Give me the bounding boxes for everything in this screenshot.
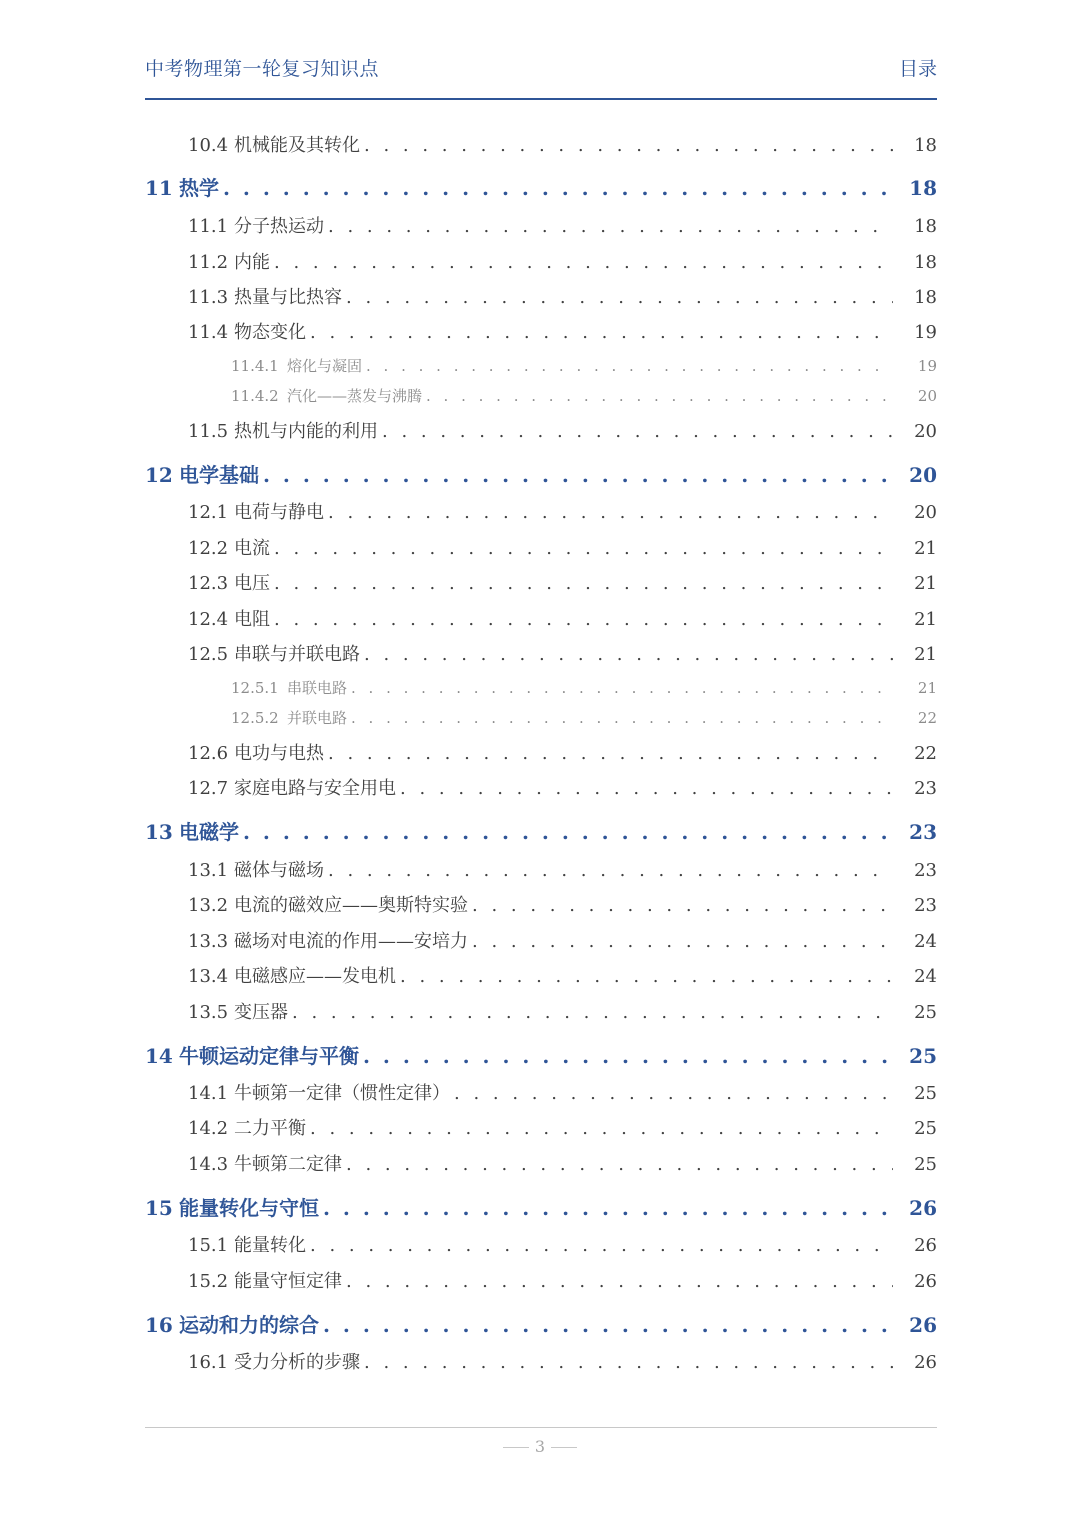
toc-entry[interactable] xyxy=(188,212,937,238)
toc-entry-page: 25 xyxy=(914,1002,937,1023)
toc-entry-page: 26 xyxy=(914,1352,937,1373)
toc-entry-number: 13.2 xyxy=(188,895,229,916)
toc-entry-title: 牛顿运动定律与平衡 xyxy=(179,1044,359,1068)
toc-dot-leader xyxy=(328,216,893,237)
toc-entry-number: 15.2 xyxy=(188,1271,229,1292)
toc-entry[interactable] xyxy=(145,172,937,201)
toc-entry[interactable] xyxy=(188,1231,937,1257)
toc-entry-page: 18 xyxy=(914,216,937,237)
toc-entry-title: 热机与内能的利用 xyxy=(234,421,378,442)
toc-dot-leader xyxy=(323,1313,893,1337)
toc-entry-title: 受力分析的步骤 xyxy=(234,1352,360,1373)
toc-entry-page: 22 xyxy=(914,743,937,764)
toc-entry-number: 12 xyxy=(145,463,173,487)
page-header xyxy=(145,50,937,100)
toc-entry[interactable] xyxy=(188,774,937,800)
toc-entry-page: 26 xyxy=(909,1196,937,1220)
toc-entry-page: 20 xyxy=(914,502,937,523)
toc-entry-number: 16 xyxy=(145,1313,173,1337)
toc-entry-number: 13 xyxy=(145,820,173,844)
toc-entry-page: 21 xyxy=(914,538,937,559)
toc-dot-leader xyxy=(310,1118,893,1139)
toc-entry[interactable] xyxy=(188,1150,937,1176)
toc-entry[interactable] xyxy=(188,891,937,917)
toc-entry-page: 26 xyxy=(914,1235,937,1256)
toc-dot-leader xyxy=(223,176,893,200)
toc-entry-page: 24 xyxy=(914,931,937,952)
toc-entry-number: 16.1 xyxy=(188,1352,229,1373)
toc-entry-page: 26 xyxy=(909,1313,937,1337)
toc-entry-title: 牛顿第一定律（惯性定律） xyxy=(234,1083,450,1104)
toc-entry-title: 电压 xyxy=(234,573,270,594)
toc-entry-page: 21 xyxy=(914,644,937,665)
toc-entry[interactable] xyxy=(188,1267,937,1293)
toc-dot-leader xyxy=(400,966,893,987)
toc-dot-leader xyxy=(364,135,893,156)
toc-entry-number: 13.3 xyxy=(188,931,229,952)
document-title: 中考物理第一轮复习知识点 xyxy=(145,58,380,80)
toc-dot-leader xyxy=(351,679,893,697)
footer-dash-right xyxy=(551,1447,577,1448)
toc-entry-number: 10.4 xyxy=(188,135,229,156)
toc-entry-title: 机械能及其转化 xyxy=(234,135,360,156)
toc-dot-leader xyxy=(426,387,893,405)
toc-entry[interactable] xyxy=(231,355,937,376)
toc-entry-page: 18 xyxy=(909,176,937,200)
toc-entry-page: 18 xyxy=(914,135,937,156)
toc-entry-title: 磁体与磁场 xyxy=(234,860,324,881)
toc-dot-leader xyxy=(400,778,893,799)
toc-entry-page: 23 xyxy=(909,820,937,844)
toc-entry-title: 熔化与凝固 xyxy=(287,357,363,375)
toc-entry[interactable] xyxy=(188,534,937,560)
toc-entry[interactable] xyxy=(145,459,937,488)
toc-entry-number: 11.4.2 xyxy=(231,387,279,405)
toc-entry-title: 电流的磁效应——奥斯特实验 xyxy=(234,895,468,916)
toc-entry-page: 21 xyxy=(917,679,937,697)
toc-entry[interactable] xyxy=(188,498,937,524)
toc-entry-page: 19 xyxy=(917,357,937,375)
toc-entry-title: 汽化——蒸发与沸腾 xyxy=(287,387,423,405)
header-section-name: 目录 xyxy=(898,58,937,80)
toc-entry-page: 18 xyxy=(914,287,937,308)
toc-entry-title: 内能 xyxy=(234,252,270,273)
toc-entry-title: 热量与比热容 xyxy=(234,287,342,308)
toc-entry[interactable] xyxy=(188,131,937,157)
toc-dot-leader xyxy=(274,609,893,630)
toc-entry-page: 23 xyxy=(914,860,937,881)
toc-entry-page: 23 xyxy=(914,895,937,916)
toc-entry-number: 14 xyxy=(145,1044,173,1068)
toc-entry-page: 25 xyxy=(914,1154,937,1175)
toc-entry-number: 11.1 xyxy=(188,216,229,237)
toc-entry-page: 25 xyxy=(909,1044,937,1068)
toc-entry-number: 11 xyxy=(145,176,173,200)
toc-entry-title: 家庭电路与安全用电 xyxy=(234,778,396,799)
toc-entry-page: 20 xyxy=(914,421,937,442)
toc-entry-title: 能量守恒定律 xyxy=(234,1271,342,1292)
toc-entry[interactable] xyxy=(188,739,937,765)
toc-dot-leader xyxy=(366,357,893,375)
toc-dot-leader xyxy=(363,1044,893,1068)
toc-entry-title: 能量转化与守恒 xyxy=(179,1196,319,1220)
toc-dot-leader xyxy=(323,1196,893,1220)
toc-entry[interactable] xyxy=(231,385,937,406)
toc-entry-page: 22 xyxy=(917,709,937,727)
toc-entry-title: 串联与并联电路 xyxy=(234,644,360,665)
toc-entry[interactable] xyxy=(188,1348,937,1374)
toc-entry-number: 11.5 xyxy=(188,421,229,442)
toc-entry-page: 21 xyxy=(914,609,937,630)
toc-entry[interactable] xyxy=(188,962,937,988)
toc-entry[interactable] xyxy=(188,318,937,344)
toc-entry-title: 电磁学 xyxy=(179,820,239,844)
toc-entry[interactable] xyxy=(188,1114,937,1140)
toc-entry-page: 18 xyxy=(914,252,937,273)
toc-entry-number: 15 xyxy=(145,1196,173,1220)
toc-entry-page: 23 xyxy=(914,778,937,799)
toc-entry-number: 13.5 xyxy=(188,1002,229,1023)
toc-dot-leader xyxy=(382,421,893,442)
toc-dot-leader xyxy=(364,1352,893,1373)
toc-entry[interactable] xyxy=(145,1040,937,1069)
toc-entry[interactable] xyxy=(145,1309,937,1338)
footer-rule xyxy=(145,1427,937,1428)
toc-dot-leader xyxy=(328,860,893,881)
toc-entry-title: 物态变化 xyxy=(234,322,306,343)
toc-entry[interactable] xyxy=(231,707,937,728)
toc-dot-leader xyxy=(328,502,893,523)
toc-dot-leader xyxy=(292,1002,893,1023)
toc-dot-leader xyxy=(274,252,893,273)
toc-entry-title: 并联电路 xyxy=(287,709,348,727)
toc-entry-title: 能量转化 xyxy=(234,1235,306,1256)
toc-entry-title: 电流 xyxy=(234,538,270,559)
toc-entry[interactable] xyxy=(145,816,937,845)
toc-entry-number: 11.2 xyxy=(188,252,229,273)
page-footer xyxy=(0,1437,1080,1456)
toc-entry-title: 运动和力的综合 xyxy=(179,1313,319,1337)
toc-entry[interactable] xyxy=(231,677,937,698)
toc-entry-number: 12.6 xyxy=(188,743,229,764)
toc-dot-leader xyxy=(310,322,893,343)
toc-entry-title: 分子热运动 xyxy=(234,216,324,237)
toc-entry-page: 20 xyxy=(909,463,937,487)
toc-entry-title: 变压器 xyxy=(234,1002,288,1023)
toc-entry[interactable] xyxy=(188,640,937,666)
toc-entry-page: 19 xyxy=(914,322,937,343)
toc-entry-number: 12.1 xyxy=(188,502,229,523)
toc-entry-number: 11.3 xyxy=(188,287,229,308)
toc-dot-leader xyxy=(472,931,893,952)
toc-dot-leader xyxy=(346,287,893,308)
toc-entry-page: 25 xyxy=(914,1083,937,1104)
footer-dash-left xyxy=(503,1447,529,1448)
toc-dot-leader xyxy=(351,709,893,727)
toc-entry-page: 25 xyxy=(914,1118,937,1139)
toc-dot-leader xyxy=(346,1271,893,1292)
toc-dot-leader xyxy=(346,1154,893,1175)
toc-entry[interactable] xyxy=(188,283,937,309)
toc-entry-number: 14.1 xyxy=(188,1083,229,1104)
toc-entry[interactable] xyxy=(188,248,937,274)
toc-entry[interactable] xyxy=(145,1192,937,1221)
toc-entry-number: 12.2 xyxy=(188,538,229,559)
toc-entry-page: 21 xyxy=(914,573,937,594)
toc-entry-title: 热学 xyxy=(179,176,219,200)
toc-entry-number: 11.4 xyxy=(188,322,229,343)
toc-entry-number: 14.2 xyxy=(188,1118,229,1139)
toc-entry-title: 电阻 xyxy=(234,609,270,630)
toc-entry-number: 12.5.2 xyxy=(231,709,279,727)
toc-entry-page: 20 xyxy=(917,387,937,405)
toc-entry-number: 12.3 xyxy=(188,573,229,594)
toc-dot-leader xyxy=(310,1235,893,1256)
toc-entry[interactable] xyxy=(188,417,937,443)
toc-dot-leader xyxy=(454,1083,893,1104)
toc-entry[interactable] xyxy=(188,569,937,595)
toc-entry-page: 24 xyxy=(914,966,937,987)
toc-dot-leader xyxy=(243,820,893,844)
toc-entry-number: 12.5 xyxy=(188,644,229,665)
toc-entry-title: 串联电路 xyxy=(287,679,348,697)
page-number: 3 xyxy=(534,1437,546,1456)
toc-entry-title: 牛顿第二定律 xyxy=(234,1154,342,1175)
toc-entry-number: 12.7 xyxy=(188,778,229,799)
toc-entry-title: 电荷与静电 xyxy=(234,502,324,523)
toc-entry-page: 26 xyxy=(914,1271,937,1292)
toc-entry-number: 11.4.1 xyxy=(231,357,279,375)
toc-entry-number: 14.3 xyxy=(188,1154,229,1175)
toc-entry[interactable] xyxy=(188,856,937,882)
toc-entry-number: 15.1 xyxy=(188,1235,229,1256)
toc-entry-number: 13.4 xyxy=(188,966,229,987)
toc-dot-leader xyxy=(274,538,893,559)
toc-entry[interactable] xyxy=(188,605,937,631)
toc-dot-leader xyxy=(364,644,893,665)
toc-entry-title: 二力平衡 xyxy=(234,1118,306,1139)
toc-entry-number: 12.4 xyxy=(188,609,229,630)
toc-entry[interactable] xyxy=(188,1079,937,1105)
toc-dot-leader xyxy=(263,463,893,487)
toc-entry-number: 13.1 xyxy=(188,860,229,881)
toc-entry-title: 磁场对电流的作用——安培力 xyxy=(234,931,468,952)
toc-entry[interactable] xyxy=(188,998,937,1024)
toc-entry[interactable] xyxy=(188,927,937,953)
toc-dot-leader xyxy=(328,743,893,764)
toc-entry-title: 电学基础 xyxy=(179,463,259,487)
toc-entry-title: 电磁感应——发电机 xyxy=(234,966,396,987)
toc-dot-leader xyxy=(274,573,893,594)
toc-entry-title: 电功与电热 xyxy=(234,743,324,764)
toc-entry-number: 12.5.1 xyxy=(231,679,279,697)
toc-dot-leader xyxy=(472,895,893,916)
